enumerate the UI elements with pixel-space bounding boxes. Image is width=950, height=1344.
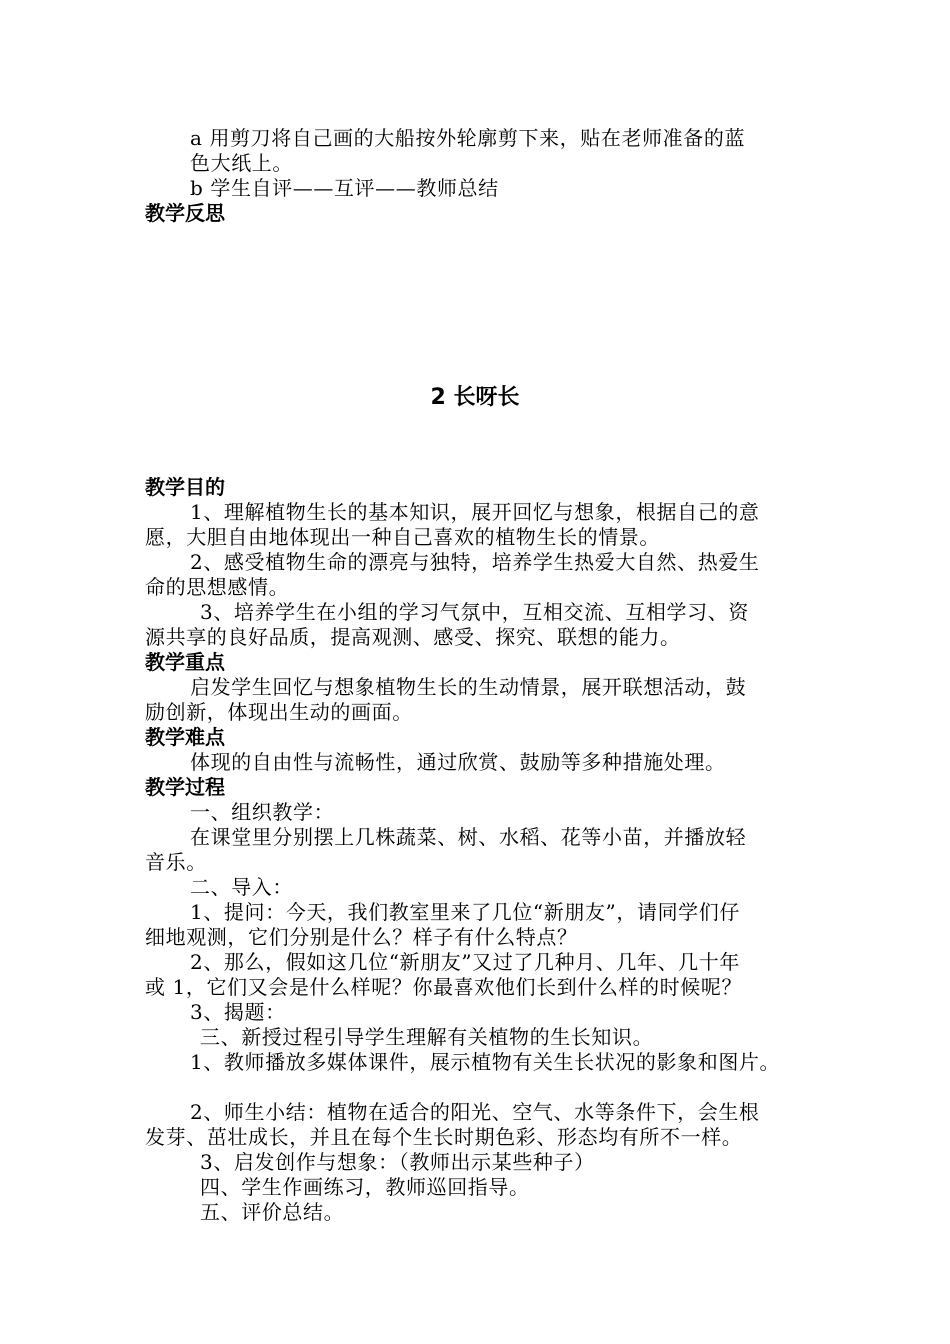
goal-heading: 教学目的 xyxy=(145,475,225,499)
key-line2: 励创新，体现出生动的画面。 xyxy=(145,700,413,724)
process-step4-line2: 细地观测，它们分别是什么？样子有什么特点？ xyxy=(145,925,578,949)
process-step1: 一、组织教学： xyxy=(190,800,335,824)
process-step7: 三、新授过程引导学生理解有关植物的生长知识。 xyxy=(200,1025,654,1049)
process-step2-line2: 音乐。 xyxy=(145,850,207,874)
process-step2-line1: 在课堂里分别摆上几株蔬菜、树、水稻、花等小苗，并播放轻 xyxy=(190,825,747,849)
process-step5-line1: 2、那么，假如这几位“新朋友”又过了几种月、几年、几十年 xyxy=(190,950,740,974)
goal2-line1: 2、感受植物生命的漂亮与独特，培养学生热爱大自然、热爱生 xyxy=(190,550,760,574)
process-heading: 教学过程 xyxy=(145,775,225,799)
goal1-line2: 愿，大胆自由地体现出一种自己喜欢的植物生长的情景。 xyxy=(145,525,660,549)
prev-step-a-line2: 色大纸上。 xyxy=(190,151,293,175)
lesson-title: 2 长呀长 xyxy=(430,385,520,410)
goal3-line2: 源共享的良好品质，提高观测、感受、探究、联想的能力。 xyxy=(145,625,681,649)
process-step9-line1: 2、师生小结：植物在适合的阳光、空气、水等条件下，会生根 xyxy=(190,1100,760,1124)
reflection-heading: 教学反思 xyxy=(145,201,225,225)
key-heading: 教学重点 xyxy=(145,650,225,674)
process-step9-line2: 发芽、茁壮成长，并且在每个生长时期色彩、形态均有所不一样。 xyxy=(145,1125,743,1149)
difficulty-line1: 体现的自由性与流畅性，通过欣赏、鼓励等多种措施处理。 xyxy=(190,750,726,774)
goal3-line1: 3、培养学生在小组的学习气氛中，互相交流、互相学习、资 xyxy=(200,600,749,624)
process-step4-line1: 1、提问：今天，我们教室里来了几位“新朋友”，请同学们仔 xyxy=(190,900,740,924)
process-step10: 3、启发创作与想象：（教师出示某些种子） xyxy=(200,1150,595,1174)
goal2-line2: 命的思想感情。 xyxy=(145,575,290,599)
process-step5-line2: 或 1，它们又会是什么样呢？你最喜欢他们长到什么样的时候呢？ xyxy=(145,975,743,999)
process-step8: 1、教师播放多媒体课件，展示植物有关生长状况的影象和图片。 xyxy=(190,1050,781,1074)
difficulty-heading: 教学难点 xyxy=(145,725,225,749)
process-step11: 四、学生作画练习，教师巡回指导。 xyxy=(200,1175,530,1199)
process-step6: 3、揭题： xyxy=(190,1000,286,1024)
goal1-line1: 1、理解植物生长的基本知识，展开回忆与想象，根据自己的意 xyxy=(190,500,760,524)
process-step12: 五、评价总结。 xyxy=(200,1200,345,1224)
prev-step-b: b 学生自评——互评——教师总结 xyxy=(190,176,499,200)
process-step3: 二、导入： xyxy=(190,875,293,899)
prev-step-a-line1: a 用剪刀将自己画的大船按外轮廓剪下来，贴在老师准备的蓝 xyxy=(190,126,746,150)
key-line1: 启发学生回忆与想象植物生长的生动情景，展开联想活动，鼓 xyxy=(190,675,747,699)
